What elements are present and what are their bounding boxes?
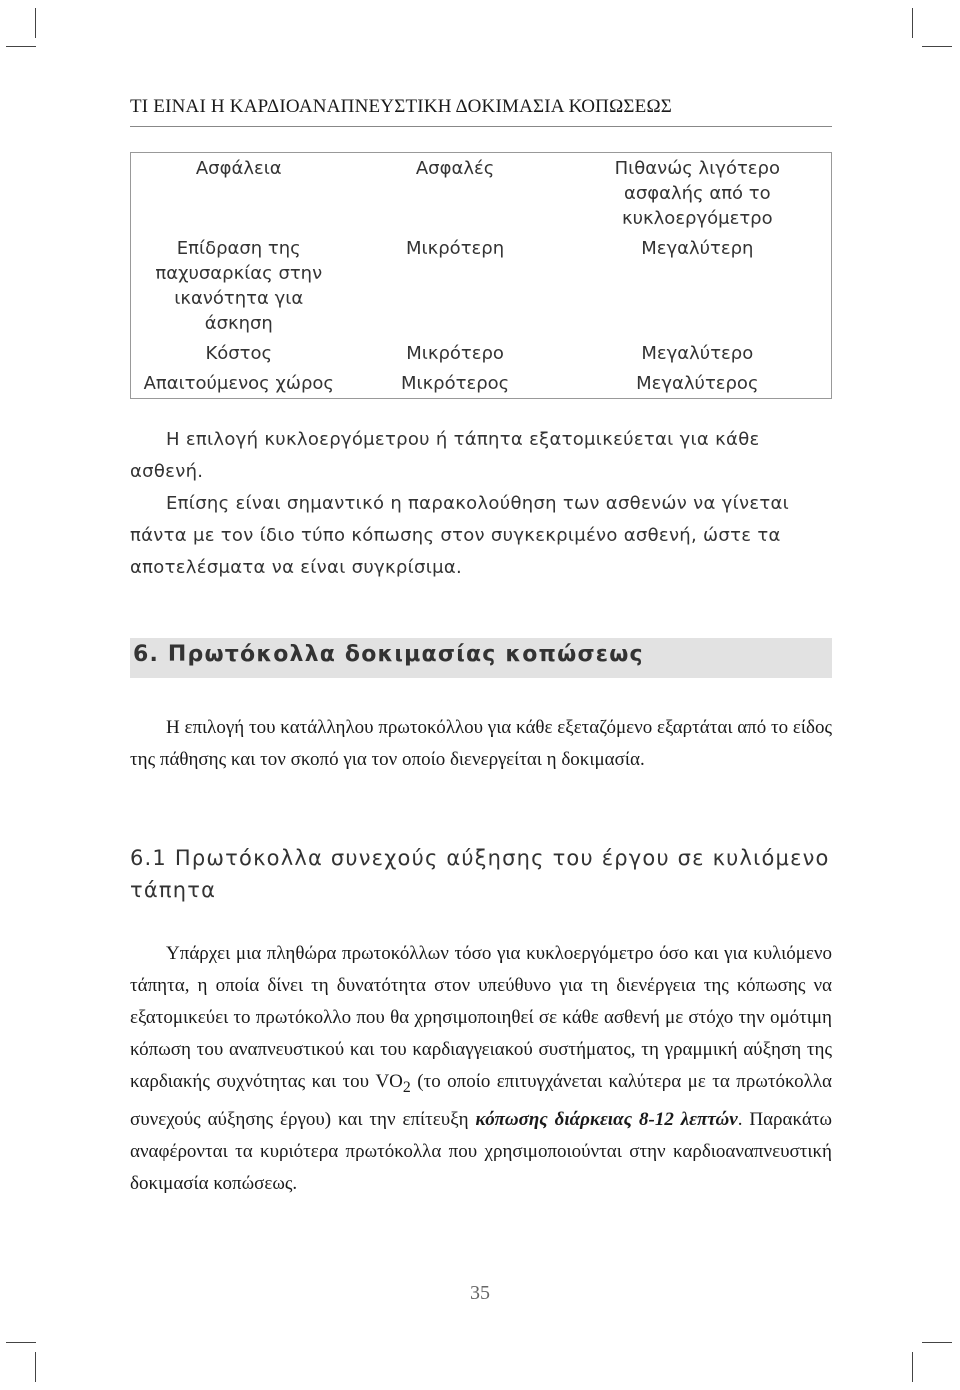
table-cell: Μικρότερο [406,343,504,364]
table-cell: Επίδραση της παχυσαρκίας στην ικανότητα για άσκηση [155,238,323,334]
table-cell: Μεγαλύτερος [636,373,759,394]
emphasis-duration: κόπωσης διάρκειας 8-12 λεπτών [475,1108,738,1130]
crop-mark-top-right [912,8,913,38]
table-row [131,368,832,399]
table-cell: Ασφάλεια [195,158,282,179]
intro-paragraph-1 [130,424,832,488]
crop-mark-bottom-right [912,1352,913,1382]
section-6-paragraph [130,712,832,776]
table-cell: Πιθανώς λιγότερο ασφαλής από το κυκλοεργόμετρο [614,158,780,229]
table-cell: Κόστος [205,343,273,364]
section-heading-bar [130,638,832,678]
table-cell: Μικρότερη [406,238,505,259]
intro-paragraph-2 [130,488,832,584]
table-cell: Μικρότερος [400,373,510,394]
section-6-1-text-c: . Παρακάτω αναφέρονται τα κυριότερα πρωτόκολλα που χρησιμοποιούνται στην καρδιοαναπνευστική δοκιμασία κοπώσεως. [130,1108,832,1194]
section-6-1-paragraph [130,938,832,1200]
section-6-text: Η επιλογή του κατάλληλου πρωτοκόλλου για κάθε εξεταζόμενο εξαρτάται από το είδος της πάθησης και τον σκοπό για τον οποίο διενεργείται η δοκιμασία. [130,717,832,770]
comparison-table [130,152,832,399]
crop-mark-bottom-left [35,1352,36,1382]
crop-mark-top-right-h [922,46,952,47]
intro-text-1: Η επιλογή κυκλοεργόμετρου ή τάπητα εξατομικεύεται για κάθε ασθενή. [130,429,760,482]
header-rule [130,126,832,127]
table-row [131,153,832,234]
table-cell: Απαιτούμενος χώρος [143,373,334,394]
crop-mark-top-left-h [6,46,36,47]
section-6-1-text-b: (το οποίο επιτυγχάνεται καλύτερα με τα πρωτόκολλα συνεχούς αύξησης έργου) και την επίτευξη [130,1071,832,1130]
table-cell: Μεγαλύτερη [641,238,754,259]
vo2-subscript: 2 [402,1078,411,1096]
page-number: 35 [470,1282,490,1304]
table-cell: Ασφαλές [415,158,495,179]
intro-text-2: Επίσης είναι σημαντικό η παρακολούθηση των ασθενών να γίνεται πάντα με τον ίδιο τύπο κόπωσης στον συγκεκριμένο ασθενή, ώστε τα αποτελέσματα να είναι συγκρίσιμα. [130,493,790,578]
section-6-title: 6. Πρωτόκολλα δοκιμασίας κοπώσεως [133,642,644,667]
table-cell: Μεγαλύτερο [641,343,754,364]
section-6-1-title: 6.1 Πρωτόκολλα συνεχούς αύξησης του έργου σε κυλιόμενο τάπητα [130,846,830,902]
table-row [131,233,832,338]
section-6-1-text-a: Υπάρχει μια πληθώρα πρωτοκόλλων τόσο για κυκλοεργόμετρο όσο και για κυλιόμενο τάπητα, η οποία δίνει τη δυνατότητα στον υπεύθυνο για τη διενέργεια της κόπωσης να εξατομικεύει το πρωτόκολλο που θα χρησιμοποιηθεί σε κάθε ασθενή με στόχο την ομότιμη κόπωση του αναπνευστικού και του καρδιαγγειακού συστήματος, τη γραμμική αύξηση της καρδιακής συχνότητας και του VO [130,943,832,1092]
crop-mark-top-left [35,8,36,38]
table-row [131,338,832,368]
running-header: ΤΙ ΕΙΝΑΙ Η ΚΑΡΔΙΟΑΝΑΠΝΕΥΣΤΙΚΗ ΔΟΚΙΜΑΣΙΑ ΚΟΠΩΣΕΩΣ [130,96,673,117]
crop-mark-bottom-left-h [6,1342,36,1343]
crop-mark-bottom-right-h [922,1342,952,1343]
